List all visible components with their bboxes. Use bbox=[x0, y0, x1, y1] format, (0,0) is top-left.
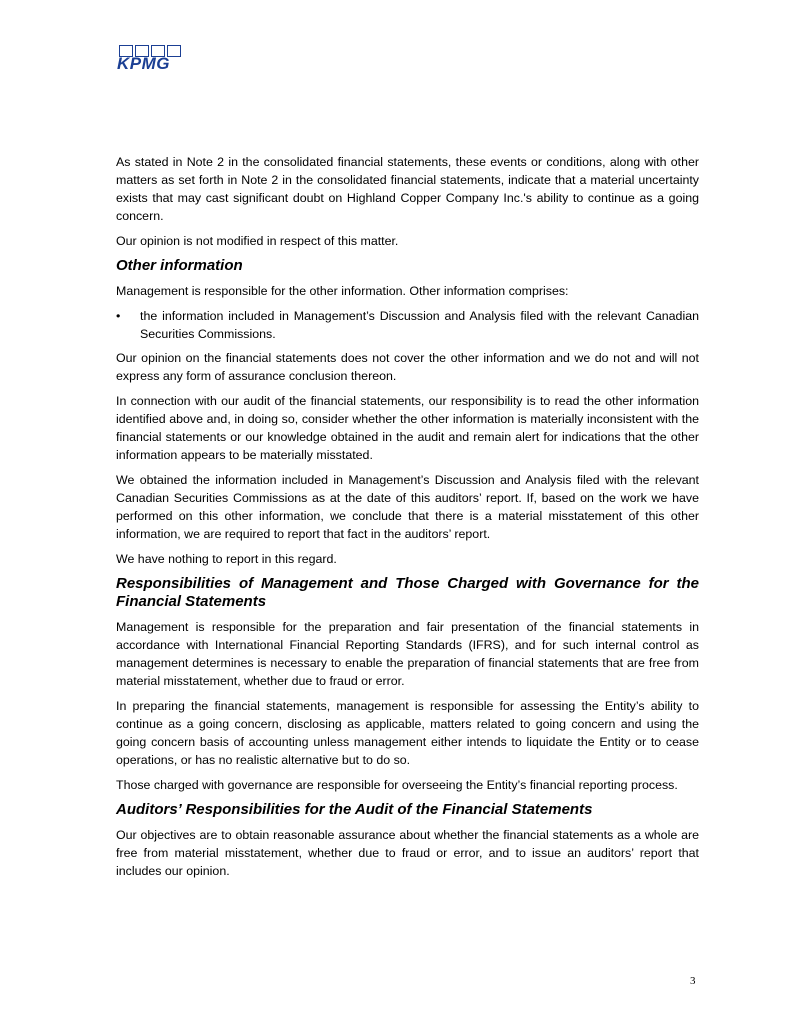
document-body bbox=[116, 153, 699, 887]
other-info-list bbox=[116, 307, 699, 343]
opinion-not-modified: Our opinion is not modified in respect of this matter. bbox=[116, 234, 399, 248]
other-info-paragraph: We have nothing to report in this regard. bbox=[116, 552, 337, 566]
management-paragraph: Management is responsible for the preparation and fair presentation of the financial statements in accordance with International Financial Reporting Standards (IFRS), and for such internal control as management determines is necessary to enable the preparation of financial statements that are free from material misstatement, whether due to fraud or error. bbox=[116, 620, 699, 688]
heading-auditors-responsibilities: Auditors’ Responsibilities for the Audit of the Financial Statements bbox=[116, 801, 593, 818]
logo-text: KPMG bbox=[117, 54, 170, 73]
other-info-paragraph: We obtained the information included in Management’s Discussion and Analysis filed with the relevant Canadian Securities Commissions as at the date of this auditors’ report. If, based on the work we have performed on this other information, we conclude that there is a material misstatement of this other information, we are required to report that fact in the auditors’ report. bbox=[116, 473, 699, 541]
other-info-intro: Management is responsible for the other information. Other information comprises: bbox=[116, 284, 569, 298]
management-paragraph: In preparing the financial statements, management is responsible for assessing the Entity’s ability to continue as a going concern, disclosing as applicable, matters related to going concern and using the going concern basis of accounting unless management either intends to liquidate the Entity or to cease operations, or has no realistic alternative but to do so. bbox=[116, 699, 699, 767]
list-item-text: the information included in Management’s Discussion and Analysis filed with the relevant Canadian Securities Commissions. bbox=[140, 309, 699, 341]
heading-other-information: Other information bbox=[116, 257, 243, 274]
list-item bbox=[116, 307, 699, 343]
other-info-paragraph: Our opinion on the financial statements does not cover the other information and we do not and will not express any form of assurance conclusion thereon. bbox=[116, 351, 699, 383]
kpmg-logo bbox=[117, 45, 185, 75]
going-concern-paragraph: As stated in Note 2 in the consolidated financial statements, these events or conditions, along with other matters as set forth in Note 2 in the consolidated financial statements, indicate that a material uncertainty exists that may cast significant doubt on Highland Copper Company Inc.'s ability to continue as a going concern. bbox=[116, 155, 699, 223]
heading-management-responsibilities: Responsibilities of Management and Those Charged with Governance for the Financial Statements bbox=[116, 575, 699, 610]
auditors-paragraph: Our objectives are to obtain reasonable assurance about whether the financial statements as a whole are free from material misstatement, whether due to fraud or error, and to issue an auditors’ report that includes our opinion. bbox=[116, 828, 699, 878]
other-info-paragraph: In connection with our audit of the financial statements, our responsibility is to read the other information identified above and, in doing so, consider whether the other information is materially inconsistent with the financial statements or our knowledge obtained in the audit and remain alert for indications that the other information appears to be materially misstated. bbox=[116, 394, 699, 462]
bullet-icon: • bbox=[116, 309, 121, 323]
page-number: 3 bbox=[690, 975, 696, 987]
management-paragraph: Those charged with governance are responsible for overseeing the Entity’s financial reporting process. bbox=[116, 778, 678, 792]
